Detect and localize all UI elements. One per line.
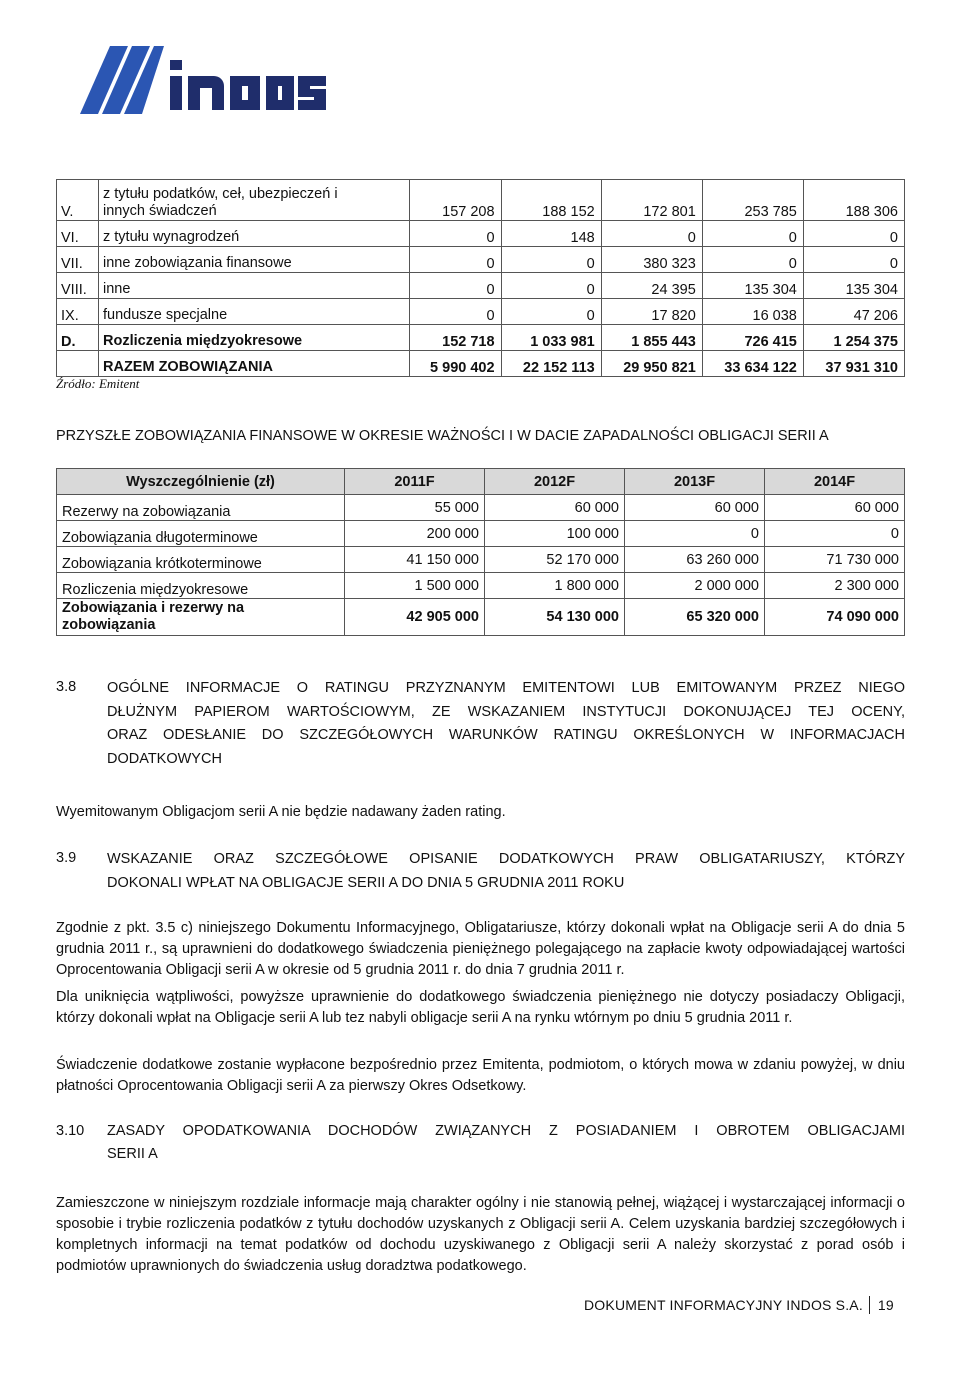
row-label	[99, 180, 410, 221]
column-header: 2014F	[765, 469, 905, 495]
cell-value: 1 254 375	[803, 325, 904, 351]
row-label: fundusze specjalne	[99, 299, 410, 325]
row-number: D.	[57, 325, 99, 351]
row-label-line: Zobowiązania i rezerwy na	[62, 600, 245, 616]
footer-separator	[869, 1296, 870, 1314]
table-row	[57, 273, 905, 299]
cell-value: 1 800 000	[485, 573, 625, 599]
heading-line: OGÓLNE INFORMACJE O RATINGU PRZYZNANYM EMITENTOWI LUB EMITOWANYM PRZEZ NIEGO	[107, 680, 905, 696]
row-label-line: zobowiązania	[62, 617, 156, 633]
cell-value: 0	[410, 299, 502, 325]
cell-value: 253 785	[702, 180, 803, 221]
cell-value: 33 634 122	[702, 351, 803, 377]
cell-value: 37 931 310	[803, 351, 904, 377]
row-label: Zobowiązania krótkoterminowe	[57, 547, 345, 573]
future-liabilities-table	[56, 468, 905, 636]
column-header: Wyszczególnienie (zł)	[57, 469, 345, 495]
paragraph: Świadczenie dodatkowe zostanie wypłacone bezpośrednio przez Emitenta, podmiotom, o których mowa w zdaniu powyżej, w dniu płatności Oprocentowania Obligacji serii A za pierwszy Okres Odsetkowy.	[56, 1057, 905, 1094]
row-label: Zobowiązania długoterminowe	[57, 521, 345, 547]
table-row	[57, 325, 905, 351]
row-label: inne	[99, 273, 410, 299]
column-header: 2011F	[345, 469, 485, 495]
section-heading	[107, 677, 905, 771]
page-number: 19	[877, 1297, 894, 1313]
page-footer	[584, 1296, 894, 1314]
cell-value: 2 300 000	[765, 573, 905, 599]
cell-value: 41 150 000	[345, 547, 485, 573]
cell-value: 0	[501, 299, 601, 325]
table-row	[57, 221, 905, 247]
table-row-total	[57, 351, 905, 377]
cell-value: 60 000	[765, 495, 905, 521]
cell-value: 100 000	[485, 521, 625, 547]
table-row	[57, 180, 905, 221]
section-heading	[107, 1120, 905, 1166]
cell-value: 42 905 000	[345, 599, 485, 636]
row-label: Rezerwy na zobowiązania	[57, 495, 345, 521]
column-header: 2013F	[625, 469, 765, 495]
cell-value: 1 855 443	[601, 325, 702, 351]
heading-line: DŁUŻNYM PAPIEROM WARTOŚCIOWYM, ZE WSKAZANIEM INSTYTUCJI DOKONUJĄCEJ TEJ OCENY,	[107, 703, 905, 720]
cell-value: 29 950 821	[601, 351, 702, 377]
section-heading	[107, 847, 905, 895]
paragraph: Dla uniknięcia wątpliwości, powyższe uprawnienie do dodatkowego świadczenia pieniężnego nie dotyczy posiadaczy Obligacji, którzy dokonali wpłat na Obligacje serii A lub tez nabyli obligacje serii A na rynku wtórnym po dniu 5 grudnia 2011 r.	[56, 989, 905, 1026]
cell-value: 172 801	[601, 180, 702, 221]
row-number: IX.	[57, 299, 99, 325]
row-label	[57, 599, 345, 636]
cell-value: 0	[702, 247, 803, 273]
paragraph: Zamieszczone w niniejszym rozdziale informacje mają charakter ogólny i nie stanowią pełnej, wiążącej i wystarczającej informacji o sposobie i trybie rozliczenia podatków z tytułu dochodów uzyskanych z Obligacji serii A. Celem uzyskania bardziej szczegółowych i kompletnych informacji na temat podatków od dochodu uzyskiwanego z Obligacji serii A należy skorzystać z porad osób i podmiotów uprawnionych do świadczenia usług doradztwa podatkowego.	[56, 1195, 905, 1274]
row-number: V.	[57, 180, 99, 221]
table-row	[57, 299, 905, 325]
cell-value: 65 320 000	[625, 599, 765, 636]
cell-value: 60 000	[485, 495, 625, 521]
cell-value: 0	[410, 247, 502, 273]
heading-line: DOKONALI WPŁAT NA OBLIGACJE SERII A DO DNIA 5 GRUDNIA 2011 ROKU	[107, 875, 625, 891]
cell-value: 0	[765, 521, 905, 547]
cell-value: 135 304	[702, 273, 803, 299]
row-number: VIII.	[57, 273, 99, 299]
cell-value: 47 206	[803, 299, 904, 325]
cell-value: 1 500 000	[345, 573, 485, 599]
cell-value: 63 260 000	[625, 547, 765, 573]
cell-value: 54 130 000	[485, 599, 625, 636]
cell-value: 0	[410, 273, 502, 299]
cell-value: 157 208	[410, 180, 502, 221]
cell-value: 0	[501, 273, 601, 299]
cell-value: 188 152	[501, 180, 601, 221]
cell-value: 74 090 000	[765, 599, 905, 636]
cell-value: 55 000	[345, 495, 485, 521]
table-header-row	[57, 469, 905, 495]
cell-value: 0	[625, 521, 765, 547]
cell-value: 17 820	[601, 299, 702, 325]
row-label: z tytułu wynagrodzeń	[99, 221, 410, 247]
footer-doc-title: DOKUMENT INFORMACYJNY INDOS S.A.	[584, 1297, 863, 1313]
heading-line: ORAZ ODESŁANIE DO SZCZEGÓŁOWYCH WARUNKÓW RATINGU OKREŚLONYCH W INFORMACJACH	[107, 727, 905, 743]
table-row	[57, 247, 905, 273]
cell-value: 60 000	[625, 495, 765, 521]
heading-line: WSKAZANIE ORAZ SZCZEGÓŁOWE OPISANIE DODATKOWYCH PRAW OBLIGATARIUSZY, KTÓRZY	[107, 851, 905, 867]
cell-value: 0	[803, 247, 904, 273]
heading-line: ZASADY OPODATKOWANIA DOCHODÓW ZWIĄZANYCH Z POSIADANIEM I OBROTEM OBLIGACJAMI	[107, 1123, 905, 1139]
table-row	[57, 521, 905, 547]
cell-value: 726 415	[702, 325, 803, 351]
section-number: 3.8	[56, 679, 77, 695]
table-row-total	[57, 599, 905, 636]
section-title: PRZYSZŁE ZOBOWIĄZANIA FINANSOWE W OKRESIE WAŻNOŚCI I W DACIE ZAPADALNOŚCI OBLIGACJI SERII A	[56, 428, 829, 444]
cell-value: 152 718	[410, 325, 502, 351]
cell-value: 71 730 000	[765, 547, 905, 573]
cell-value: 0	[702, 221, 803, 247]
cell-value: 52 170 000	[485, 547, 625, 573]
heading-line: SERII A	[107, 1146, 158, 1162]
row-number: VII.	[57, 247, 99, 273]
table-row	[57, 495, 905, 521]
cell-value: 1 033 981	[501, 325, 601, 351]
cell-value: 0	[601, 221, 702, 247]
indos-logo-icon	[72, 40, 332, 120]
cell-value: 16 038	[702, 299, 803, 325]
row-label-line: innych świadczeń	[103, 203, 217, 219]
row-label: inne zobowiązania finansowe	[99, 247, 410, 273]
cell-value: 0	[501, 247, 601, 273]
cell-value: 380 323	[601, 247, 702, 273]
source-note: Źródło: Emitent	[56, 376, 140, 391]
table-row	[57, 573, 905, 599]
cell-value: 0	[410, 221, 502, 247]
heading-line: DODATKOWYCH	[107, 750, 222, 767]
indos-logo	[72, 40, 332, 120]
section-number: 3.9	[56, 850, 77, 866]
paragraph: Zgodnie z pkt. 3.5 c) niniejszego Dokumentu Informacyjnego, Obligatariusze, którzy dokonali wpłat na Obligacje serii A do dnia 5 grudnia 2011 r., są uprawnieni do dodatkowego świadczenia pieniężnego polegającego na zapłacie kwoty odpowiadającej wartości Oprocentowania Obligacji serii A w okresie od 5 grudnia 2011 r. do dnia 7 grudnia 2011 r.	[56, 920, 905, 978]
cell-value: 200 000	[345, 521, 485, 547]
row-label: Rozliczenia międzyokresowe	[57, 573, 345, 599]
cell-value: 2 000 000	[625, 573, 765, 599]
section-number: 3.10	[56, 1123, 85, 1139]
liabilities-table	[56, 179, 905, 377]
row-label: Rozliczenia międzyokresowe	[99, 325, 410, 351]
table-row	[57, 547, 905, 573]
cell-value: 188 306	[803, 180, 904, 221]
cell-value: 148	[501, 221, 601, 247]
row-label-line: z tytułu podatków, ceł, ubezpieczeń i	[103, 186, 338, 202]
paragraph: Wyemitowanym Obligacjom serii A nie będzie nadawany żaden rating.	[56, 804, 506, 820]
cell-value: 0	[803, 221, 904, 247]
cell-value: 24 395	[601, 273, 702, 299]
row-number	[57, 351, 99, 377]
cell-value: 5 990 402	[410, 351, 502, 377]
row-number: VI.	[57, 221, 99, 247]
cell-value: 22 152 113	[501, 351, 601, 377]
row-label: RAZEM ZOBOWIĄZANIA	[99, 351, 410, 377]
column-header: 2012F	[485, 469, 625, 495]
cell-value: 135 304	[803, 273, 904, 299]
